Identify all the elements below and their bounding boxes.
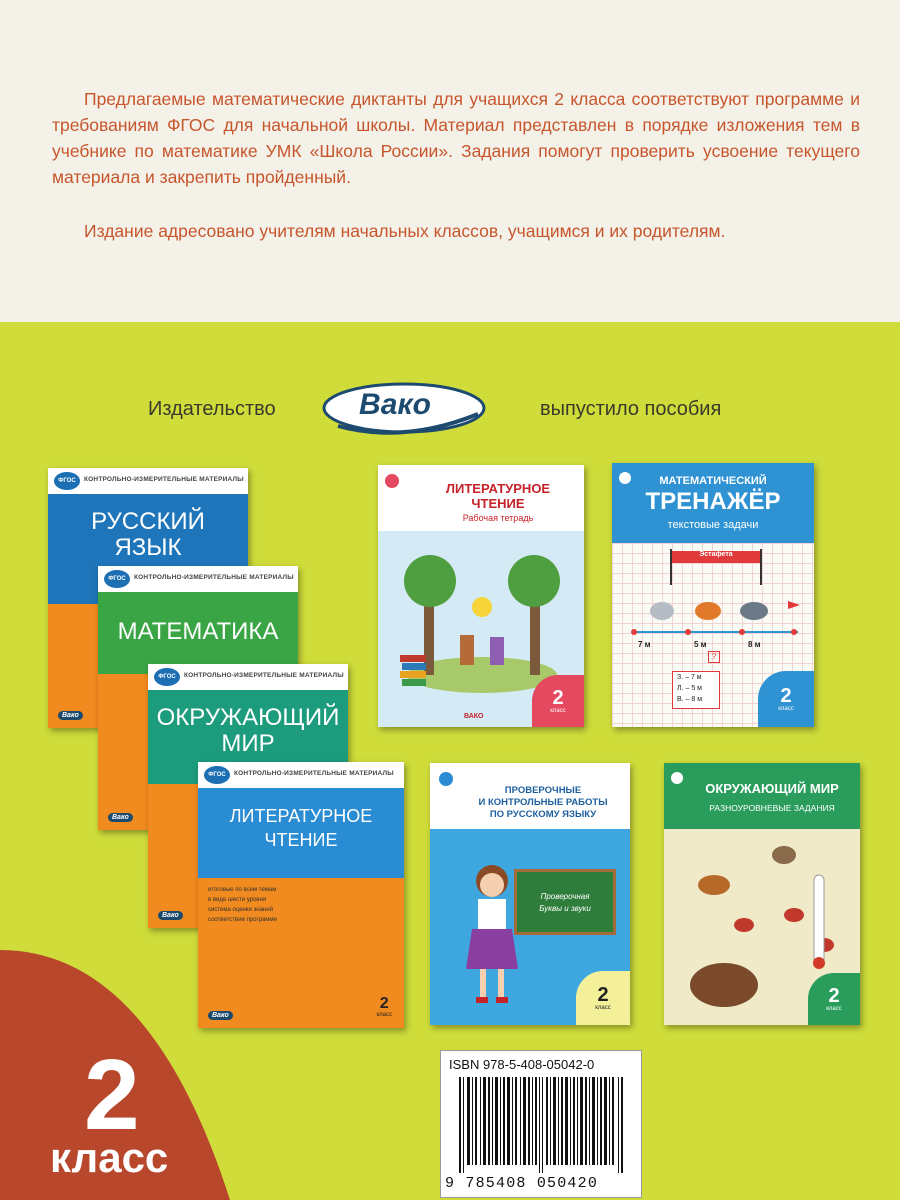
bullet-item: соответствие программе <box>208 917 277 923</box>
book-header <box>148 664 348 690</box>
fgos-badge: ФГОС <box>104 570 130 588</box>
question-box: ? <box>708 651 720 663</box>
series-label: КОНТРОЛЬНО-ИЗМЕРИТЕЛЬНЫЕ МАТЕРИАЛЫ <box>184 672 344 679</box>
chalkboard-line-2: Буквы и звуки <box>539 904 591 913</box>
grade-word: класс <box>826 1006 842 1012</box>
book-russian-tests <box>430 763 630 1025</box>
book-title: МАТЕМАТИЧЕСКИЙ <box>659 475 767 487</box>
distance-label-2: 5 м <box>694 640 707 649</box>
grade-word: класс <box>550 708 566 714</box>
book-title-line2: ТРЕНАЖЁР <box>645 488 781 515</box>
publisher-prefix: Издательство <box>148 398 276 420</box>
grade-word: класс <box>376 1012 392 1018</box>
book-header <box>198 762 404 788</box>
publisher-emblem-icon <box>670 771 684 785</box>
publisher-mini-logo: Вако <box>58 711 83 720</box>
grade-number: 2 <box>597 984 609 1006</box>
grade-word-large: класс <box>50 1134 169 1181</box>
grade-number: 2 <box>828 985 840 1007</box>
distance-label-1: 7 м <box>638 640 651 649</box>
barcode-icon <box>459 1077 625 1173</box>
distance-line-icon <box>630 625 800 639</box>
grade-badge <box>576 971 630 1025</box>
book-header <box>98 566 298 592</box>
schoolgirl-illustration-icon <box>458 859 528 1019</box>
book-title: ПРОВЕРОЧНЫЕ <box>504 785 582 796</box>
book-title-line3: ПО РУССКОМУ ЯЗЫКУ <box>489 809 597 820</box>
grade-number: 2 <box>780 685 792 707</box>
book-header <box>48 468 248 494</box>
book-title: МАТЕМАТИКА <box>117 618 279 645</box>
series-label: КОНТРОЛЬНО-ИЗМЕРИТЕЛЬНЫЕ МАТЕРИАЛЫ <box>84 476 244 483</box>
book-title-panel <box>664 763 860 829</box>
isbn-barcode-block <box>440 1050 642 1198</box>
book-subtitle: текстовые задачи <box>667 519 759 531</box>
answer-box <box>672 671 720 709</box>
publisher-emblem-icon <box>438 771 454 787</box>
publisher-mini-logo: Вако <box>108 813 133 822</box>
series-label: КОНТРОЛЬНО-ИЗМЕРИТЕЛЬНЫЕ МАТЕРИАЛЫ <box>234 770 394 777</box>
book-title: ОКРУЖАЮЩИЙ МИР <box>705 781 839 796</box>
publisher-suffix: выпустило пособия <box>540 398 722 420</box>
book-title-line2: МИР <box>221 730 275 757</box>
book-title-line2: И КОНТРОЛЬНЫЕ РАБОТЫ <box>478 797 608 808</box>
grade-label <box>376 996 392 1018</box>
book-title: ЛИТЕРАТУРНОЕ <box>229 806 373 826</box>
answer-line-3: В. – 8 м <box>677 696 703 703</box>
vako-logo-text: Вако <box>359 388 431 421</box>
fgos-badge: ФГОС <box>204 766 230 784</box>
intro-paragraph-1: Предлагаемые математические диктанты для учащихся 2 класса соответствуют программе и требованиям ФГОС для начальной школы. Материал представлен в порядке изложения тем в учебнике по математике УМК «Школа России». Задания помогут проверить усвоение текущего материала и закрепить пройденный. <box>52 89 860 187</box>
finish-banner-label: Эстафета <box>699 551 733 558</box>
book-title-line2: ЯЗЫК <box>114 534 182 561</box>
publisher-mini-logo: Вако <box>208 1011 233 1020</box>
book-subtitle: РАЗНОУРОВНЕВЫЕ ЗАДАНИЯ <box>709 803 835 813</box>
book-subtitle: Рабочая тетрадь <box>462 513 534 523</box>
animals-illustration-icon <box>642 591 802 625</box>
chalkboard <box>514 869 616 935</box>
publisher-emblem-icon <box>384 473 400 489</box>
book-math-trainer <box>612 463 814 727</box>
distance-label-3: 8 м <box>748 640 761 649</box>
intro-paragraph-2: Издание адресовано учителям начальных классов, учащимся и их родителям. <box>84 221 726 241</box>
series-label: КОНТРОЛЬНО-ИЗМЕРИТЕЛЬНЫЕ МАТЕРИАЛЫ <box>134 574 294 581</box>
grade-badge <box>808 973 860 1025</box>
book-title-line2: ЧТЕНИЕ <box>264 830 338 850</box>
bullet-item: в виде шести уровня <box>208 897 267 903</box>
isbn-label: ISBN 978-5-408-05042-0 <box>449 1057 595 1072</box>
grade-word: класс <box>778 706 794 712</box>
publisher-mini-logo: Вако <box>158 911 183 920</box>
book-title: ЛИТЕРАТУРНОЕ <box>445 481 551 496</box>
grade-badge <box>532 675 584 727</box>
grade-badge <box>758 671 814 727</box>
book-title: РУССКИЙ <box>91 508 205 535</box>
bullet-item: система оценки знаний <box>208 907 273 913</box>
book-title: ОКРУЖАЮЩИЙ <box>156 704 340 731</box>
book-literature-workbook <box>378 465 584 727</box>
grade-number: 2 <box>379 995 389 1012</box>
grade-number-large: 2 <box>84 1039 140 1151</box>
grade-number: 2 <box>552 687 564 709</box>
answer-line-2: Л. – 5 м <box>677 685 702 692</box>
publisher-mini-logo: ВАКО <box>464 713 484 720</box>
chalkboard-line-1: Проверочная <box>540 892 590 901</box>
intro-section <box>0 0 900 322</box>
answer-line-1: З. – 7 м <box>677 674 702 681</box>
grade-word: класс <box>595 1005 611 1011</box>
fgos-badge: ФГОС <box>154 668 180 686</box>
fgos-badge: ФГОС <box>54 472 80 490</box>
isbn-number: 9 785408 050420 <box>445 1175 599 1192</box>
book-environment-tasks <box>664 763 860 1025</box>
books-stack-icon <box>400 655 430 689</box>
bullet-item: итоговые по всем темам <box>208 887 277 893</box>
book-title-line2: ЧТЕНИЕ <box>471 496 525 511</box>
